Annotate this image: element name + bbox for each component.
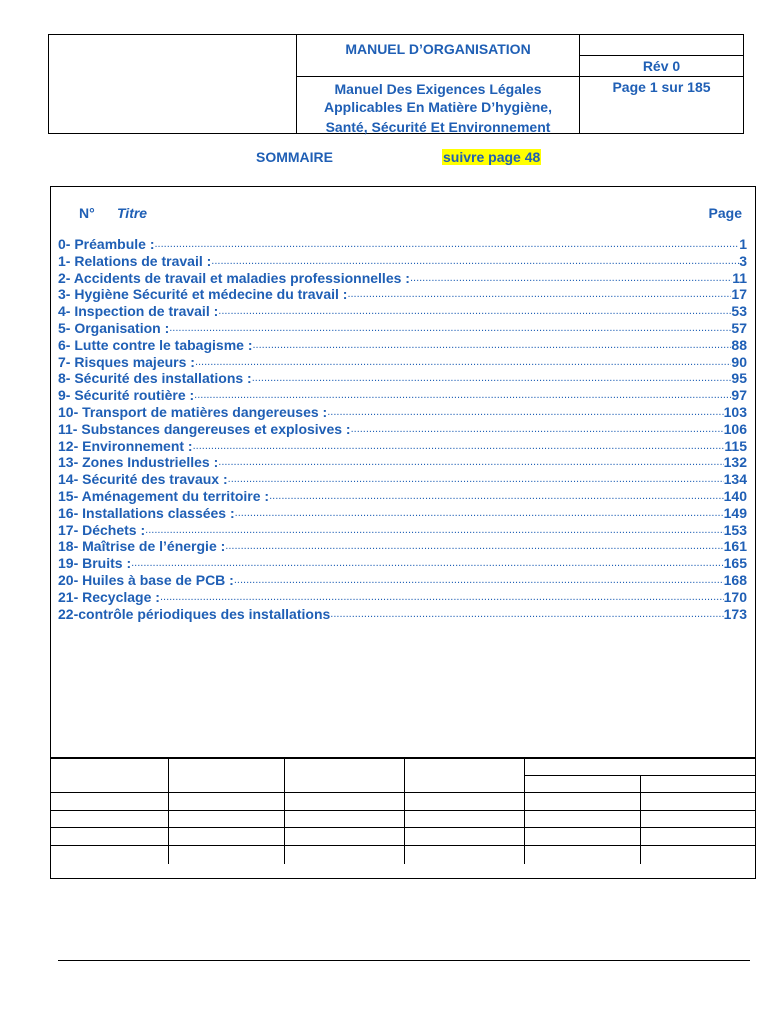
toc-entry-title: 19- Bruits : <box>58 555 132 572</box>
toc-entry-page: 90 <box>731 353 747 370</box>
toc-leader-dots <box>410 270 732 287</box>
subtitle-line-3: Santé, Sécurité Et Environnement <box>325 119 551 135</box>
toc-entry-page: 3 <box>739 252 747 269</box>
toc-entry[interactable] <box>58 387 747 404</box>
toc-entry-title: 14- Sécurité des travaux : <box>58 471 228 488</box>
toc-entry-title: 10- Transport de matières dangereuses : <box>58 403 328 420</box>
toc-leader-dots <box>193 438 725 455</box>
toc-entry-title: 2- Accidents de travail et maladies professionnelles : <box>58 269 410 286</box>
grid-col-line <box>524 758 525 864</box>
toc-entry[interactable] <box>58 505 747 522</box>
toc-entry-page: 17 <box>731 286 747 303</box>
toc-entry-page: 168 <box>723 571 747 588</box>
toc-entry-title: 7- Risques majeurs : <box>58 353 195 370</box>
toc-entry-title: 22-contrôle périodiques des installations <box>58 605 331 622</box>
header-table <box>48 34 744 134</box>
toc-entry-title: 20- Huiles à base de PCB : <box>58 571 234 588</box>
grid-row-line <box>51 845 755 846</box>
toc-entry-page: 140 <box>723 487 747 504</box>
toc-entry-title: 1- Relations de travail : <box>58 252 212 269</box>
toc-leader-dots <box>347 286 731 303</box>
toc-leader-dots <box>235 505 724 522</box>
toc-leader-dots <box>228 471 724 488</box>
toc-entry[interactable] <box>58 286 747 303</box>
toc-entry[interactable] <box>58 572 747 589</box>
toc-entry[interactable] <box>58 555 747 572</box>
toc-entry-page: 88 <box>731 336 747 353</box>
grid-row-line <box>51 810 755 811</box>
revision: Rév 0 <box>580 56 743 77</box>
meta-empty-row <box>580 35 743 56</box>
toc-entry-title: 5- Organisation : <box>58 319 170 336</box>
toc-entry-page: 161 <box>723 538 747 555</box>
toc-leader-dots <box>252 370 732 387</box>
toc-entry-title: 6- Lutte contre le tabagisme : <box>58 336 253 353</box>
toc-entry-title: 18- Maîtrise de l’énergie : <box>58 538 226 555</box>
toc-entry-title: 8- Sécurité des installations : <box>58 370 252 387</box>
toc-entry-page: 170 <box>723 588 747 605</box>
toc-entry[interactable] <box>58 522 747 539</box>
toc-leader-dots <box>169 320 731 337</box>
grid-col-line <box>168 758 169 864</box>
toc-entry-title: 3- Hygiène Sécurité et médecine du travail : <box>58 286 348 303</box>
toc-entry-page: 132 <box>723 454 747 471</box>
grid-row-line <box>51 792 755 793</box>
toc-leader-dots <box>252 337 731 354</box>
revision-grid <box>51 757 755 758</box>
toc-entry[interactable] <box>58 471 747 488</box>
toc-leader-dots <box>218 454 723 471</box>
toc-entry-page: 57 <box>731 319 747 336</box>
toc-entry[interactable] <box>58 538 747 555</box>
page-number: Page 1 sur 185 <box>612 79 711 95</box>
grid-col-line <box>284 758 285 864</box>
subtitle-line-1: Manuel Des Exigences Légales <box>334 81 542 97</box>
toc-entry[interactable] <box>58 253 747 270</box>
toc-entry-page: 165 <box>723 555 747 572</box>
toc-box <box>50 186 756 879</box>
toc-entry-page: 11 <box>732 269 747 286</box>
toc-leader-dots <box>145 522 723 539</box>
toc-leader-dots <box>225 538 723 555</box>
toc-leader-dots <box>327 404 723 421</box>
toc-entry-title: 21- Recyclage : <box>58 588 160 605</box>
meta-cell <box>580 35 743 133</box>
manual-subtitle <box>297 77 579 135</box>
toc-entry-title: 15- Aménagement du territoire : <box>58 487 270 504</box>
logo-cell <box>49 35 297 133</box>
toc-entry-page: 173 <box>723 605 747 622</box>
toc-entry[interactable] <box>58 421 747 438</box>
grid-col-line <box>404 758 405 864</box>
footer-rule <box>58 960 750 961</box>
toc-entry-page: 97 <box>731 387 747 404</box>
toc-entry-page: 1 <box>739 236 747 252</box>
toc-list <box>58 236 747 622</box>
toc-entry[interactable] <box>58 589 747 606</box>
toc-leader-dots <box>131 555 724 572</box>
toc-leader-dots <box>330 606 723 623</box>
toc-entry-title: 11- Substances dangereuses et explosives : <box>58 420 351 437</box>
toc-entry[interactable] <box>58 438 747 455</box>
toc-entry-page: 53 <box>731 303 747 320</box>
toc-entry-page: 115 <box>724 437 747 454</box>
toc-entry-page: 149 <box>723 504 747 521</box>
sommaire-heading: SOMMAIRE <box>256 149 333 165</box>
grid-row-line <box>51 758 755 759</box>
toc-leader-dots <box>234 572 724 589</box>
title-cell <box>297 35 580 133</box>
toc-entry-title: 13- Zones Industrielles : <box>58 454 219 471</box>
toc-entry-page: 95 <box>731 370 747 387</box>
toc-entry[interactable] <box>58 303 747 320</box>
toc-entry[interactable] <box>58 454 747 471</box>
toc-entry-title: 17- Déchets : <box>58 521 146 538</box>
toc-entry-title: 4- Inspection de travail : <box>58 303 219 320</box>
toc-entry-title: 12- Environnement : <box>58 437 193 454</box>
toc-entry[interactable] <box>58 270 747 287</box>
toc-entry[interactable] <box>58 488 747 505</box>
toc-entry[interactable] <box>58 606 747 623</box>
toc-entry[interactable] <box>58 236 747 253</box>
toc-leader-dots <box>194 387 731 404</box>
toc-entry-title: 9- Sécurité routière : <box>58 387 195 404</box>
col-header-title: Titre <box>117 205 148 221</box>
toc-entry-title: 16- Installations classées : <box>58 504 235 521</box>
toc-entry[interactable] <box>58 337 747 354</box>
toc-entry-page: 103 <box>723 403 747 420</box>
col-header-num: N° <box>79 205 95 221</box>
toc-leader-dots <box>351 421 724 438</box>
col-header-page: Page <box>708 205 742 221</box>
toc-entry[interactable] <box>58 320 747 337</box>
toc-entry-title: 0- Préambule : <box>58 236 155 252</box>
toc-entry-page: 134 <box>723 471 747 488</box>
toc-leader-dots <box>154 236 739 253</box>
subtitle-line-2: Applicables En Matière D’hygiène, <box>324 99 552 115</box>
grid-col-line <box>640 775 641 864</box>
grid-row-line <box>51 827 755 828</box>
toc-leader-dots <box>218 303 731 320</box>
sommaire-note: suivre page 48 <box>443 149 541 165</box>
toc-entry-page: 106 <box>723 420 747 437</box>
toc-leader-dots <box>269 488 724 505</box>
toc-leader-dots <box>211 253 739 270</box>
toc-entry[interactable] <box>58 354 747 371</box>
manual-title: MANUEL D’ORGANISATION <box>297 35 579 77</box>
toc-entry[interactable] <box>58 404 747 421</box>
toc-leader-dots <box>160 589 724 606</box>
toc-entry-page: 153 <box>723 521 747 538</box>
toc-entry[interactable] <box>58 370 747 387</box>
toc-leader-dots <box>195 354 731 371</box>
